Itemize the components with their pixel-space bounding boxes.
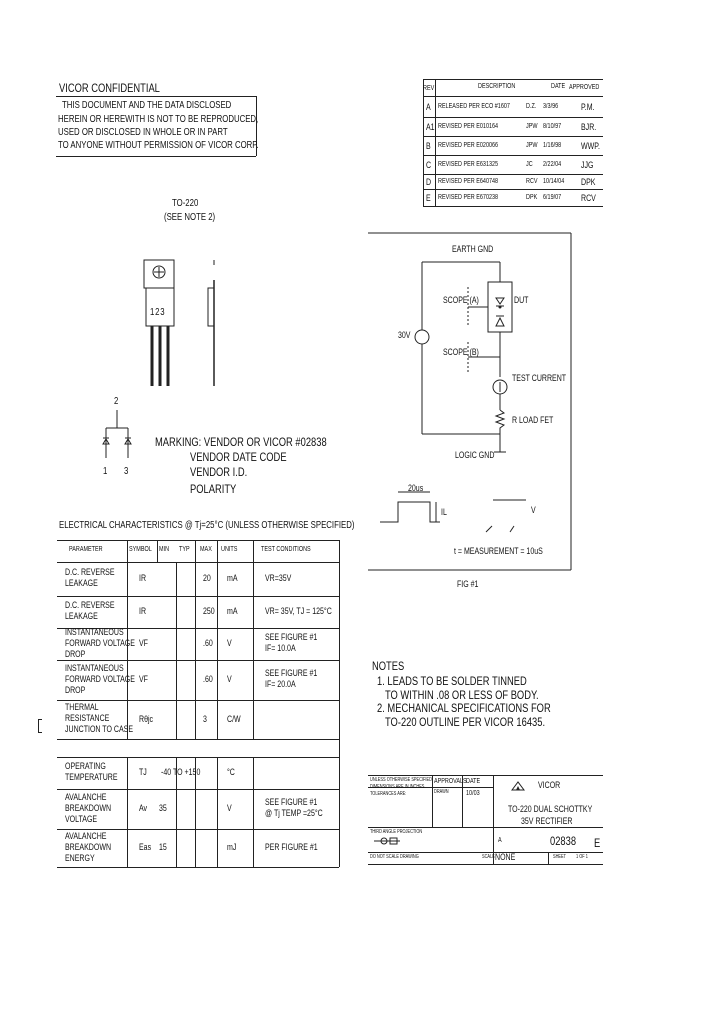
- electrical-table: [57, 540, 339, 867]
- marking-line-3: VENDOR I.D.: [190, 465, 248, 479]
- rev-header-rev: REV: [423, 85, 435, 92]
- title-line-2: 35V RECTIFIER: [521, 816, 573, 826]
- rev-date: 8/10/97: [543, 122, 562, 130]
- marking-line-2: VENDOR DATE CODE: [190, 450, 287, 464]
- package-name: TO-220: [172, 198, 199, 209]
- spec-line-3: TOLERANCES ARE:: [370, 791, 407, 797]
- rev-approved: BJR.: [581, 121, 597, 132]
- param-text: AVALANCHE: [65, 791, 107, 802]
- dut-label: DUT: [514, 295, 529, 305]
- margin-bracket: [38, 719, 42, 733]
- param-text: FORWARD VOLTAGE: [65, 673, 135, 684]
- condition-text: IF= 10.0A: [265, 643, 296, 653]
- hdr-symbol: SYMBOL: [129, 546, 152, 553]
- rev-header-date: DATE: [551, 83, 566, 90]
- company-name: VICOR: [538, 780, 561, 790]
- date-value: 10/03: [466, 790, 480, 797]
- condition-text: SEE FIGURE #1: [265, 668, 318, 678]
- rev-header-approved: APPROVED: [569, 84, 600, 91]
- rev-approved: P.M.: [581, 101, 595, 112]
- min-cell: 15: [159, 842, 167, 852]
- hdr-min: MIN: [159, 546, 170, 553]
- load-label: R LOAD FET: [512, 415, 554, 425]
- rev-letter: A: [426, 101, 431, 112]
- param-text: AVALANCHE: [65, 830, 107, 841]
- rev-date: 6/19/07: [543, 193, 562, 201]
- third-angle-label: THIRD ANGLE PROJECTION: [370, 829, 423, 835]
- rev-letter: A1: [426, 121, 435, 132]
- title-block: [368, 775, 603, 865]
- date-label: DATE: [466, 778, 481, 785]
- confidential-line-1: THIS DOCUMENT AND THE DATA DISCLOSED: [62, 100, 232, 111]
- package-note: (SEE NOTE 2): [164, 212, 216, 223]
- units-cell: V: [227, 638, 232, 648]
- confidential-line-2: HEREIN OR HEREWITH IS NOT TO BE REPRODUCED,: [58, 114, 259, 125]
- condition-text: IF= 20.0A: [265, 679, 296, 689]
- param-text: LEAKAGE: [65, 611, 98, 621]
- max-cell: 250: [203, 606, 215, 616]
- drawn-label: DRAWN: [434, 789, 449, 795]
- pin-numbers: 123: [150, 307, 166, 318]
- condition-text: VR=35V: [265, 572, 292, 583]
- symbol-cell: VF: [139, 674, 148, 684]
- param-text: INSTANTANEOUS: [65, 626, 124, 637]
- do-not-scale: DO NOT SCALE DRAWING: [370, 854, 419, 860]
- param-text: DROP: [65, 684, 86, 695]
- sheet-value: 1 OF 1: [576, 854, 588, 860]
- symbol-cell: Eas: [139, 842, 152, 852]
- scope-b-label: SCOPE (B): [443, 347, 479, 357]
- revision-table: [423, 79, 603, 207]
- test-circuit: [368, 232, 573, 572]
- rev-letter: C: [426, 159, 432, 170]
- rev-value: E: [594, 836, 601, 850]
- notes-title: NOTES: [372, 659, 405, 673]
- rev-date: 3/3/96: [543, 102, 559, 110]
- hdr-max: MAX: [200, 546, 212, 553]
- vicor-logo-icon: [510, 780, 526, 792]
- param-text: ENERGY: [65, 852, 95, 863]
- diode-schematic: [98, 398, 138, 468]
- units-cell: °C: [227, 767, 235, 777]
- rev-approved: WWP.: [581, 140, 600, 151]
- hdr-parameter: PARAMETER: [69, 546, 103, 553]
- spec-line-1: UNLESS OTHERWISE SPECIFIED: [370, 777, 432, 783]
- param-text: TEMPERATURE: [65, 772, 118, 782]
- dwg-number: 02838: [550, 834, 577, 848]
- rev-approved: DPK: [581, 176, 596, 187]
- scale-value: NONE: [495, 852, 516, 862]
- symbol-cell: Av: [139, 803, 148, 813]
- t-measure-label: t = MEASUREMENT = 10uS: [454, 546, 543, 556]
- units-cell: mA: [227, 573, 238, 583]
- param-text: VOLTAGE: [65, 813, 98, 824]
- source-label: 30V: [398, 330, 411, 340]
- hdr-units: UNITS: [221, 546, 238, 553]
- param-text: LEAKAGE: [65, 578, 98, 588]
- marking-line-4: POLARITY: [190, 482, 237, 496]
- pulse-label: 20us: [408, 483, 424, 493]
- note-2-line-2: TO-220 OUTLINE PER VICOR 16435.: [385, 715, 546, 729]
- rev-by: JPW: [526, 141, 538, 149]
- max-cell: .60: [203, 674, 213, 684]
- fig-caption: FIG #1: [457, 579, 479, 589]
- rev-by: DPK: [526, 193, 538, 201]
- note-2-line-1: 2. MECHANICAL SPECIFICATIONS FOR: [377, 701, 551, 715]
- rev-date: 2/22/04: [543, 160, 562, 168]
- rev-by: JC: [526, 160, 533, 168]
- rev-letter: E: [426, 192, 431, 203]
- param-text: BREAKDOWN: [65, 802, 112, 813]
- param-text: THERMAL: [65, 702, 99, 712]
- schematic-pin-2: 2: [114, 396, 119, 407]
- hdr-typ: TYP: [179, 546, 190, 553]
- rev-date: 10/14/04: [543, 177, 565, 185]
- rev-approved: RCV: [581, 192, 596, 203]
- param-text: RESISTANCE: [65, 713, 110, 723]
- max-cell: .60: [203, 638, 213, 648]
- note-1-line-2: TO WITHIN .08 OR LESS OF BODY.: [385, 688, 539, 702]
- rev-date: 1/16/98: [543, 141, 562, 149]
- rev-approved: JJG: [581, 159, 594, 170]
- symbol-cell: IR: [139, 573, 147, 583]
- condition-text: SEE FIGURE #1: [265, 797, 318, 807]
- scale-label: SCALE: [482, 854, 495, 860]
- param-text: OPERATING: [65, 761, 106, 771]
- title-line-1: TO-220 DUAL SCHOTTKY: [508, 804, 593, 814]
- units-cell: mJ: [227, 842, 237, 852]
- param-text: FORWARD VOLTAGE: [65, 637, 135, 648]
- test-current-label: TEST CURRENT: [512, 373, 567, 383]
- spec-line-2: DIMENSIONS ARE IN INCHES: [370, 784, 425, 790]
- rev-description: REVISED PER E640748: [438, 177, 499, 185]
- min-cell: -40 TO +150: [161, 767, 201, 777]
- note-1-line-1: 1. LEADS TO BE SOLDER TINNED: [377, 674, 527, 688]
- schematic-pin-1: 1: [103, 466, 108, 477]
- param-text: DROP: [65, 648, 86, 659]
- rev-by: RCV: [526, 177, 538, 185]
- param-text: BREAKDOWN: [65, 841, 112, 852]
- units-cell: C/W: [227, 713, 241, 724]
- earth-gnd-label: EARTH GND: [452, 244, 494, 254]
- schematic-pin-3: 3: [124, 466, 129, 477]
- condition-text: @ Tj TEMP =25°C: [265, 808, 323, 818]
- symbol-cell: VF: [139, 638, 148, 648]
- param-text: INSTANTANEOUS: [65, 662, 124, 673]
- condition-text: VR= 35V, TJ = 125°C: [265, 605, 332, 616]
- max-cell: 3: [203, 713, 207, 724]
- symbol-cell: TJ: [139, 767, 147, 777]
- to220-drawing: [130, 250, 230, 395]
- rev-description: REVISED PER E020066: [438, 141, 499, 149]
- rev-letter: D: [426, 176, 432, 187]
- param-text: JUNCTION TO CASE: [65, 724, 134, 734]
- confidential-line-4: TO ANYONE WITHOUT PERMISSION OF VICOR CORP.: [58, 140, 259, 151]
- hdr-conditions: TEST CONDITIONS: [261, 546, 311, 553]
- rev-description: REVISED PER E670238: [438, 193, 499, 201]
- v-label: V: [531, 505, 536, 515]
- symbol-cell: IR: [139, 606, 147, 616]
- rev-by: D.Z.: [526, 102, 537, 110]
- confidential-block: [56, 79, 259, 157]
- electrical-heading: ELECTRICAL CHARACTERISTICS @ Tj=25°C (UNLESS OTHERWISE SPECIFIED): [59, 520, 355, 531]
- marking-line-1: MARKING: VENDOR OR VICOR #02838: [155, 435, 327, 449]
- rev-description: REVISED PER E631325: [438, 160, 499, 168]
- il-label: IL: [441, 507, 447, 517]
- max-cell: 20: [203, 573, 211, 583]
- third-angle-projection-icon: [372, 836, 402, 846]
- logic-gnd-label: LOGIC GND: [455, 450, 495, 460]
- symbol-cell: Rθjc: [139, 713, 154, 724]
- units-cell: V: [227, 803, 232, 813]
- units-cell: mA: [227, 606, 238, 616]
- min-cell: 35: [159, 803, 167, 813]
- param-text: D.C. REVERSE: [65, 600, 115, 610]
- rev-by: JPW: [526, 122, 538, 130]
- condition-text: PER FIGURE #1: [265, 841, 318, 852]
- rev-header-description: DESCRIPTION: [478, 83, 516, 90]
- confidential-title: VICOR CONFIDENTIAL: [59, 81, 160, 95]
- sheet-label: SHEET: [553, 854, 567, 860]
- rev-letter: B: [426, 140, 431, 151]
- param-text: D.C. REVERSE: [65, 567, 115, 577]
- rev-description: REVISED PER E010164: [438, 122, 499, 130]
- rev-description: RELEASED PER ECO #1607: [438, 102, 510, 110]
- size-value: A: [498, 837, 502, 844]
- condition-text: SEE FIGURE #1: [265, 632, 318, 642]
- scope-a-label: SCOPE (A): [443, 295, 479, 305]
- units-cell: V: [227, 674, 232, 684]
- confidential-line-3: USED OR DISCLOSED IN WHOLE OR IN PART: [58, 127, 228, 138]
- approvals-label: APPROVALS: [434, 778, 467, 785]
